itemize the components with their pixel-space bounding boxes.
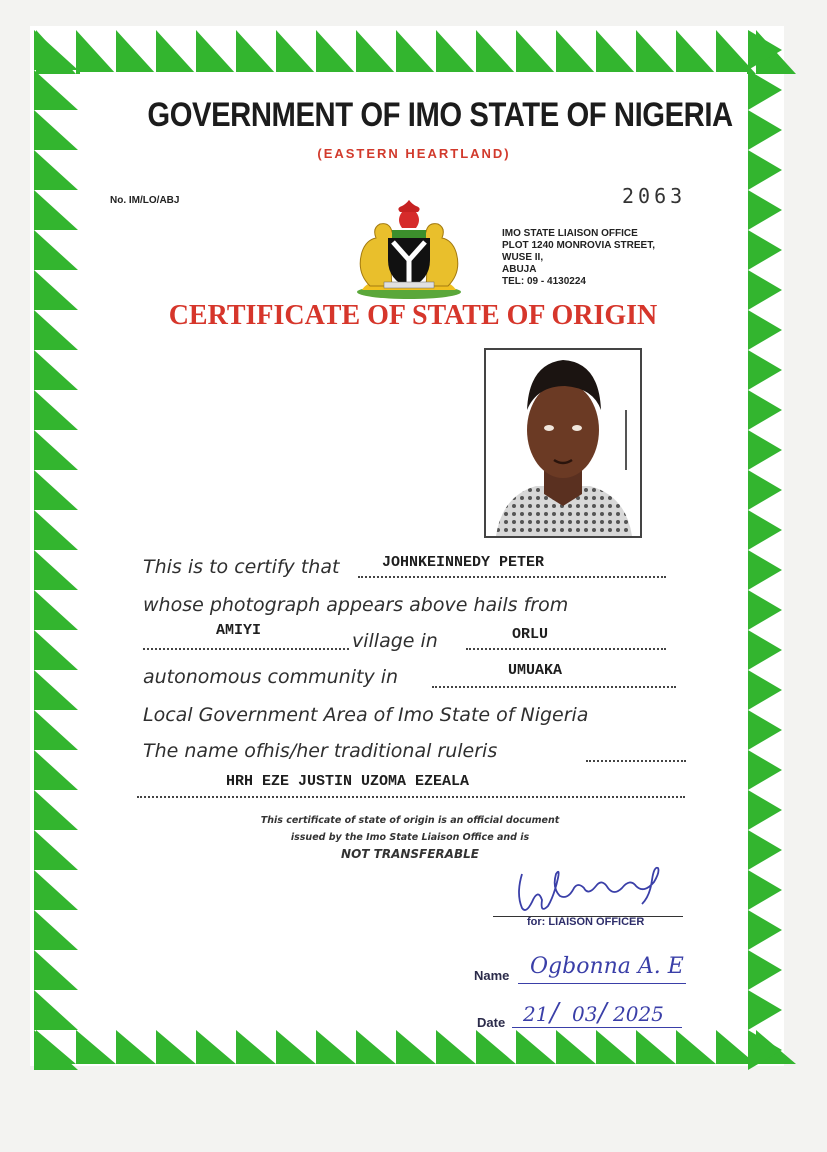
office-line: ABUJA <box>502 264 537 275</box>
coat-of-arms-icon <box>348 198 470 302</box>
office-line: WUSE II, <box>502 252 544 263</box>
town-dotted-line <box>466 648 666 650</box>
government-title: GOVERNMENT OF IMO STATE OF NIGERIA <box>147 96 733 134</box>
office-address <box>502 228 655 288</box>
not-transferable-text: NOT TRANSFERABLE <box>341 847 479 861</box>
office-line: PLOT 1240 MONROVIA STREET, <box>502 240 655 251</box>
ruler-name: HRH EZE JUSTIN UZOMA EZEALA <box>226 773 470 790</box>
office-line: IMO STATE LIAISON OFFICE <box>502 228 638 239</box>
holder-name: JOHNKEINNEDY PETER <box>382 554 545 571</box>
notice-line: issued by the Imo State Liaison Office and is <box>290 832 530 843</box>
certify-text: This is to certify that <box>143 556 340 578</box>
town-name: ORLU <box>512 626 549 643</box>
community-name: UMUAKA <box>508 662 563 679</box>
village-name: AMIYI <box>216 622 262 639</box>
reference-number: No. IM/LO/ABJ <box>110 195 180 206</box>
ruler-name-dotted-line <box>137 796 685 798</box>
community-text: autonomous community in <box>143 666 399 688</box>
officer-label: for: LIAISON OFFICER <box>527 916 645 928</box>
name-line <box>518 983 686 984</box>
name-dotted-line <box>358 576 666 578</box>
passport-photo <box>484 348 642 538</box>
serial-number: 2063 <box>622 184 687 208</box>
state-slogan: (EASTERN HEARTLAND) <box>317 146 511 161</box>
village-dotted-line <box>143 648 349 650</box>
office-line: TEL: 09 - 4130224 <box>502 276 586 287</box>
date-separator: / <box>550 998 559 1028</box>
notice-line: This certificate of state of origin is an official document <box>260 815 560 826</box>
date-separator: / <box>598 998 607 1028</box>
date-line <box>512 1027 682 1028</box>
person-photo-icon <box>486 350 640 536</box>
photograph-text: whose photograph appears above hails from <box>143 594 569 616</box>
community-dotted-line <box>432 686 676 688</box>
certificate-title: CERTIFICATE OF STATE OF ORIGIN <box>168 300 658 331</box>
officer-name-handwritten: Ogbonna A. E <box>530 954 684 979</box>
ruler-text: The name ofhis/her traditional ruleris <box>143 740 498 762</box>
officer-signature-icon <box>500 862 690 918</box>
village-in-text: village in <box>352 630 438 652</box>
date-month: 03 <box>572 1002 598 1026</box>
validity-notice <box>200 812 620 863</box>
date-year: 2025 <box>613 1002 664 1026</box>
name-label: Name <box>474 968 510 983</box>
date-day: 21 <box>523 1002 549 1026</box>
date-label: Date <box>477 1015 506 1030</box>
lga-text: Local Government Area of Imo State of Nigeria <box>143 704 589 726</box>
ruler-dotted-line <box>586 760 686 762</box>
